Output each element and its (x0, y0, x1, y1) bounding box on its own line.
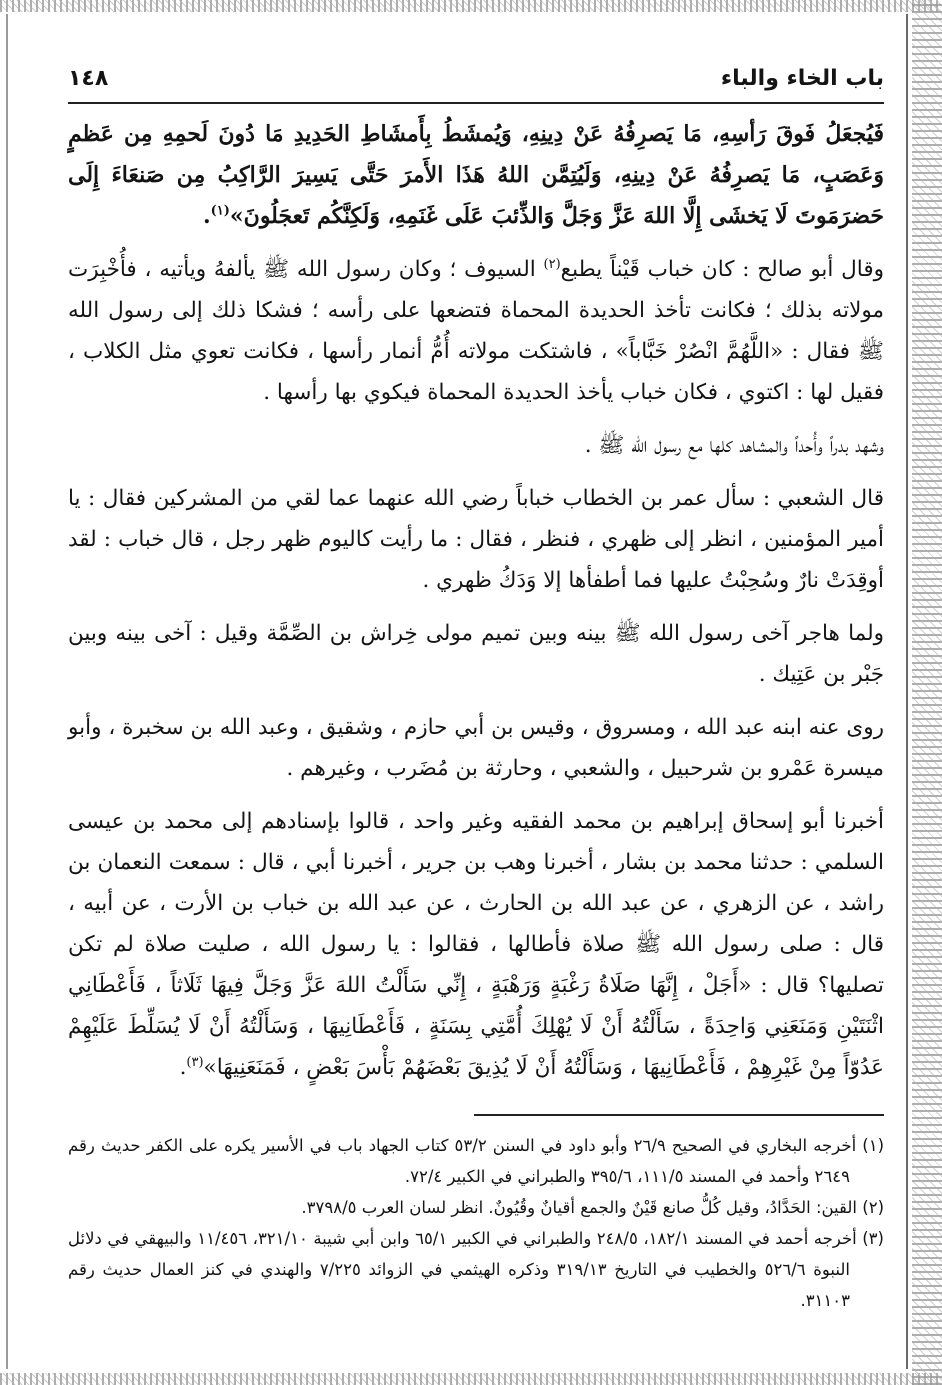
footnote-ref: (١) (210, 203, 230, 219)
paragraph-shabi: قال الشعبي : سأل عمر بن الخطاب خباباً رضي الله عنهما عما لقي من المشركين فقال : يا أمير المؤمنين ، انظر إلى ظهري ، فنظر ، فقال : ما رأيت كاليوم ظهر رجل ، قال خباب : لقد أوقِدَتْ نارٌ وسُحِبْتُ عليها فما أطفأها إلا وَدَكُ ظهري . (68, 486, 884, 593)
border-rule-left (6, 14, 8, 1369)
decorative-border-top (0, 0, 942, 12)
section-title: باب الخاء والباء (720, 66, 884, 91)
header-rule (68, 102, 884, 104)
paragraph-hijra: ولما هاجر آخى رسول الله ﷺ بينه وبين تميم مولى خِراش بن الصِّمَّة وقيل : آخى بينه وبين جَبْر بن عَتِيك . (68, 621, 884, 687)
paragraph-narrators: روى عنه ابنه عبد الله ، ومسروق ، وقيس بن أبي حازم ، وشقيق ، وعبد الله بن سخبرة ، وأبو ميسرة عَمْرو بن شرحبيل ، والشعبي ، وحارثة بن مُضَرب ، وغيرهم . (68, 715, 884, 781)
running-header (68, 66, 884, 96)
paragraph-badr: وشهد بدراً وأُحداً والمشاهد كلها مع رسول الله ﷺ . (584, 433, 884, 458)
page-number: ١٤٨ (68, 66, 109, 91)
decorative-border-bottom (0, 1373, 942, 1385)
footnote-2: (٢) القين: الحَدَّادُ، وقيل كُلُّ صانع قَيْنٌ والجمع أقيانٌ وقُيُونٌ. انظر لسان العرب ٣٧٩٨/٥. (301, 1197, 884, 1217)
border-rule-right (906, 14, 908, 1369)
footnote-3: (٣) أخرجه أحمد في المسند ١٨٢/١، ٢٤٨/٥ والطبراني في الكبير ٦٥/١ وابن أبي شيبة ٣٢١/١٠، ١١/٤٥٦ والبيهقي في دلائل النبوة ٥٢٦/٦ والخطيب في التاريخ ٣١٩/١٣ وذكره الهيثمي في الزوائد ٧/٢٢٥ والهندي في كنز العمال حديث رقم ٣١١٠٣. (68, 1228, 884, 1310)
paragraph-abu-salih: وقال أبو صالح : كان خباب قَيْناً يطبع$^{(٢)}$ السيوف ؛ وكان رسول الله ﷺ يألفهُ ويأتيه ، فأُخْبِرَت مولاته بذلك ؛ فكانت تأخذ الحديدة المحماة فتضعها على رأسه ؛ فشكا ذلك إلى رسول الله ﷺ فقال : «اللَّهُمَّ انْصُرْ خَبَّاباً» ، فاشتكت مولاته أُمُّ أنمار رأسها ، فكانت تعوي مثل الكلاب ، فقيل لها : اكتوي ، فكان خباب يأخذ الحديدة المحماة فيكوي بها رأسها . (68, 256, 884, 405)
paragraph-isnad: أخبرنا أبو إسحاق إبراهيم بن محمد الفقيه وغير واحد ، قالوا بإسنادهم إلى محمد بن عيسى السلمي : حدثنا محمد بن بشار ، أخبرنا وهب بن جرير ، أخبرنا أبي ، قال : سمعت النعمان بن راشد ، عن الزهري ، عن عبد الله بن الحارث ، عن عبد الله بن خباب بن الأرت ، عن أبيه ، قال : صلى رسول الله ﷺ صلاة فأطالها ، فقالوا : يا رسول الله ، صليت صلاة لم تكن تصليها؟ قال : «أَجَلْ ، إِنَّهَا صَلَاةُ رَغْبَةٍ وَرَهْبَةٍ ، إِنِّي سَأَلْتُ اللهَ عَزَّ وَجَلَّ فِيهَا ثَلَاثاً ، فَأَعْطَانِي اثْنَتَيْنِ وَمَنَعَنِي وَاحِدَةً ، سَأَلْتُهُ أَنْ لَا يُهْلِكَ أُمَّتِي بِسَنَةٍ ، فَأَعْطَانِيهَا ، وَسَأَلْتُهُ أَنْ لَا يُسَلِّطَ عَلَيْهِمْ عَدُوّاً مِنْ غَيْرِهِمْ ، فَأَعْطَانِيهَا ، وَسَأَلْتُهُ أَنْ لَا يُذِيقَ بَعْضَهُمْ بَأْسَ بَعْضٍ ، فَمَنَعَنِيهَا»$^{(٣)}$. (68, 809, 884, 1080)
paragraph-hadith-continuation: فَيُجعَلُ فَوقَ رَأسِهِ، مَا يَصرِفُهُ عَنْ دِينِهِ، وَيُمشَطُ بِأَمشَاطِ الحَدِيدِ مَا دُونَ لَحمِهِ مِن عَظمٍ وَعَصَبٍ، مَا يَصرِفُهُ عَنْ دِينِهِ، وَلَيُتِمَّن اللهُ هَذَا الأَمرَ حَتَّى يَسِيرَ الرَّاكِبُ مِن صَنعَاءَ إِلَى حَضرَمَوتَ لَا يَخشَى إِلَّا اللهَ عَزَّ وَجَلَّ وَالذِّئبَ عَلَى غَنَمِهِ، وَلَكِنَّكُم تَعجَلُونَ»$^{(١)}$. (68, 121, 884, 229)
decorative-border-right (912, 0, 942, 1385)
footnote-ref: (٢) (543, 256, 561, 272)
page-content (68, 66, 884, 1316)
footnote-1: (١) أخرجه البخاري في الصحيح ٢٦/٩ وأبو داود في السنن ٥٣/٢ كتاب الجهاد باب في الأسير يكره على الكفر حديث رقم ٢٦٤٩ وأحمد في المسند ١١١/٥، ٣٩٥/٦ والطبراني في الكبير ٧٢/٤. (68, 1135, 885, 1186)
footnote-separator (474, 1114, 884, 1116)
footnote-ref: (٣) (186, 1054, 204, 1070)
